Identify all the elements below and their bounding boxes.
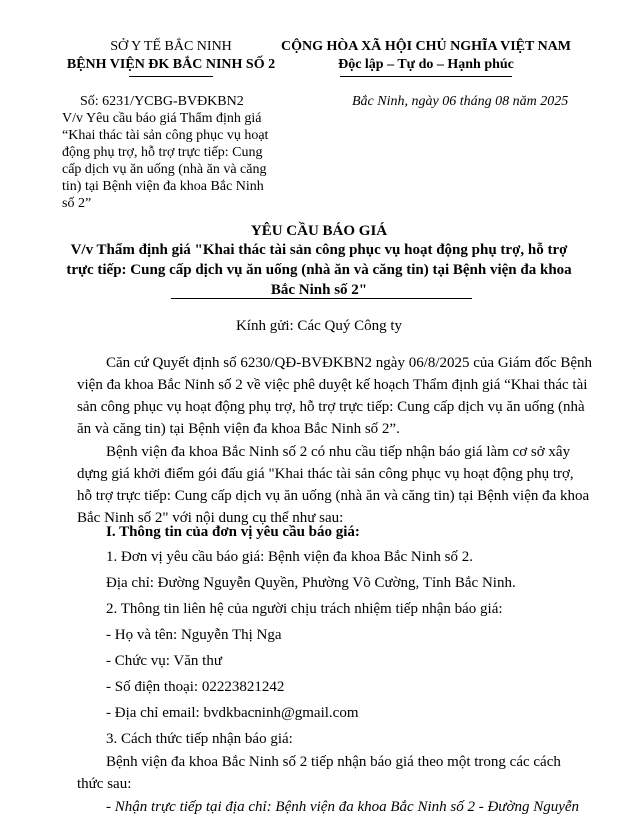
subject-line: “Khai thác tài sản công phục vụ hoạt bbox=[62, 128, 269, 143]
org-name: BỆNH VIỆN ĐK BẮC NINH SỐ 2 bbox=[66, 57, 276, 72]
doc-subtitle bbox=[45, 240, 593, 300]
contact-name: - Họ và tên: Nguyễn Thị Nga bbox=[106, 627, 282, 643]
paragraph-2 bbox=[77, 441, 589, 529]
paragraph-line: Bệnh viện đa khoa Bắc Ninh số 2 tiếp nhận báo giá theo một trong các cách bbox=[106, 754, 561, 770]
subject-line: cấp dịch vụ ăn uống (nhà ăn và căng bbox=[62, 162, 267, 177]
paragraph-1 bbox=[77, 352, 592, 440]
subject-line: số 2” bbox=[62, 196, 92, 211]
paragraph-line: viện đa khoa Bắc Ninh số 2 về việc phê duyệt kế hoạch Thẩm định giá “Khai thác tài bbox=[77, 377, 588, 393]
contact-phone: - Số điện thoại: 02223821242 bbox=[106, 679, 285, 695]
paragraph-line: Căn cứ Quyết định số 6230/QĐ-BVĐKBN2 ngày 06/8/2025 của Giám đốc Bệnh bbox=[106, 355, 592, 371]
motto: Độc lập – Tự do – Hạnh phúc bbox=[338, 57, 514, 72]
paragraph-line: Bệnh viện đa khoa Bắc Ninh số 2 có nhu cầu tiếp nhận báo giá làm cơ sở xây bbox=[106, 444, 571, 460]
org-underline bbox=[129, 76, 213, 77]
paragraph-line: ăn và căng tin) tại Bệnh viện đa khoa Bắc Ninh số 2”. bbox=[77, 421, 400, 437]
requester-address: Địa chỉ: Đường Nguyễn Quyền, Phường Võ Cường, Tỉnh Bắc Ninh. bbox=[106, 575, 516, 591]
org-parent: SỞ Y TẾ BẮC NINH bbox=[110, 39, 232, 54]
salutation: Kính gửi: Các Quý Công ty bbox=[235, 318, 403, 334]
requester-item: 1. Đơn vị yêu cầu báo giá: Bệnh viện đa khoa Bắc Ninh số 2. bbox=[106, 549, 474, 565]
nation-title: CỘNG HÒA XÃ HỘI CHỦ NGHĨA VIỆT NAM bbox=[280, 39, 571, 54]
contact-info-heading: 2. Thông tin liên hệ của người chịu trách nhiệm tiếp nhận báo giá: bbox=[106, 601, 503, 617]
paragraph-line: hỗ trợ trực tiếp: Cung cấp dịch vụ ăn uống (nhà ăn và căng tin) tại Bệnh viện đa khoa bbox=[77, 488, 590, 504]
contact-role: - Chức vụ: Văn thư bbox=[106, 653, 222, 669]
title-underline bbox=[171, 298, 472, 299]
paragraph-line: Bắc Ninh số 2" với nội dung cụ thể như sau: bbox=[77, 510, 344, 526]
subject-line: tin) tại Bệnh viện đa khoa Bắc Ninh bbox=[62, 179, 264, 194]
subject-line: động phụ trợ, hỗ trợ trực tiếp: Cung bbox=[62, 145, 263, 160]
doc-number: Số: 6231/YCBG-BVĐKBN2 bbox=[80, 94, 244, 109]
header-right-block bbox=[270, 38, 582, 74]
doc-title: YÊU CẦU BÁO GIÁ bbox=[250, 223, 388, 239]
motto-underline bbox=[340, 76, 512, 77]
paragraph-line: thức sau: bbox=[77, 776, 132, 792]
receive-method-heading: 3. Cách thức tiếp nhận báo giá: bbox=[106, 731, 293, 747]
subject-line: V/v Yêu cầu báo giá Thẩm định giá bbox=[62, 111, 262, 126]
paragraph-line: sản công phục vụ hoạt động phụ trợ, hỗ trợ trực tiếp: Cung cấp dịch vụ ăn uống (nhà bbox=[77, 399, 585, 415]
section-1-heading: I. Thông tin của đơn vị yêu cầu báo giá: bbox=[106, 524, 360, 540]
header-left-block bbox=[40, 38, 302, 74]
receive-method-1: - Nhận trực tiếp tại địa chỉ: Bệnh viện đa khoa Bắc Ninh số 2 - Đường Nguyễn bbox=[106, 799, 580, 815]
subtitle-line: Bắc Ninh số 2" bbox=[270, 282, 368, 298]
contact-email: - Địa chỉ email: bvdkbacninh@gmail.com bbox=[106, 705, 359, 721]
subject-block bbox=[62, 110, 268, 212]
subtitle-line: trực tiếp: Cung cấp dịch vụ ăn uống (nhà ăn và căng tin) tại Bệnh viện đa khoa bbox=[66, 262, 572, 278]
paragraph-line: dựng giá khởi điểm gói đấu giá "Khai thác tài sản công phục vụ hoạt động phụ trợ, bbox=[77, 466, 574, 482]
subtitle-line: V/v Thẩm định giá "Khai thác tài sản công phục vụ hoạt động phụ trợ, hỗ trợ bbox=[70, 242, 568, 258]
paragraph-3 bbox=[77, 751, 561, 795]
date-line: Bắc Ninh, ngày 06 tháng 08 năm 2025 bbox=[352, 94, 569, 109]
